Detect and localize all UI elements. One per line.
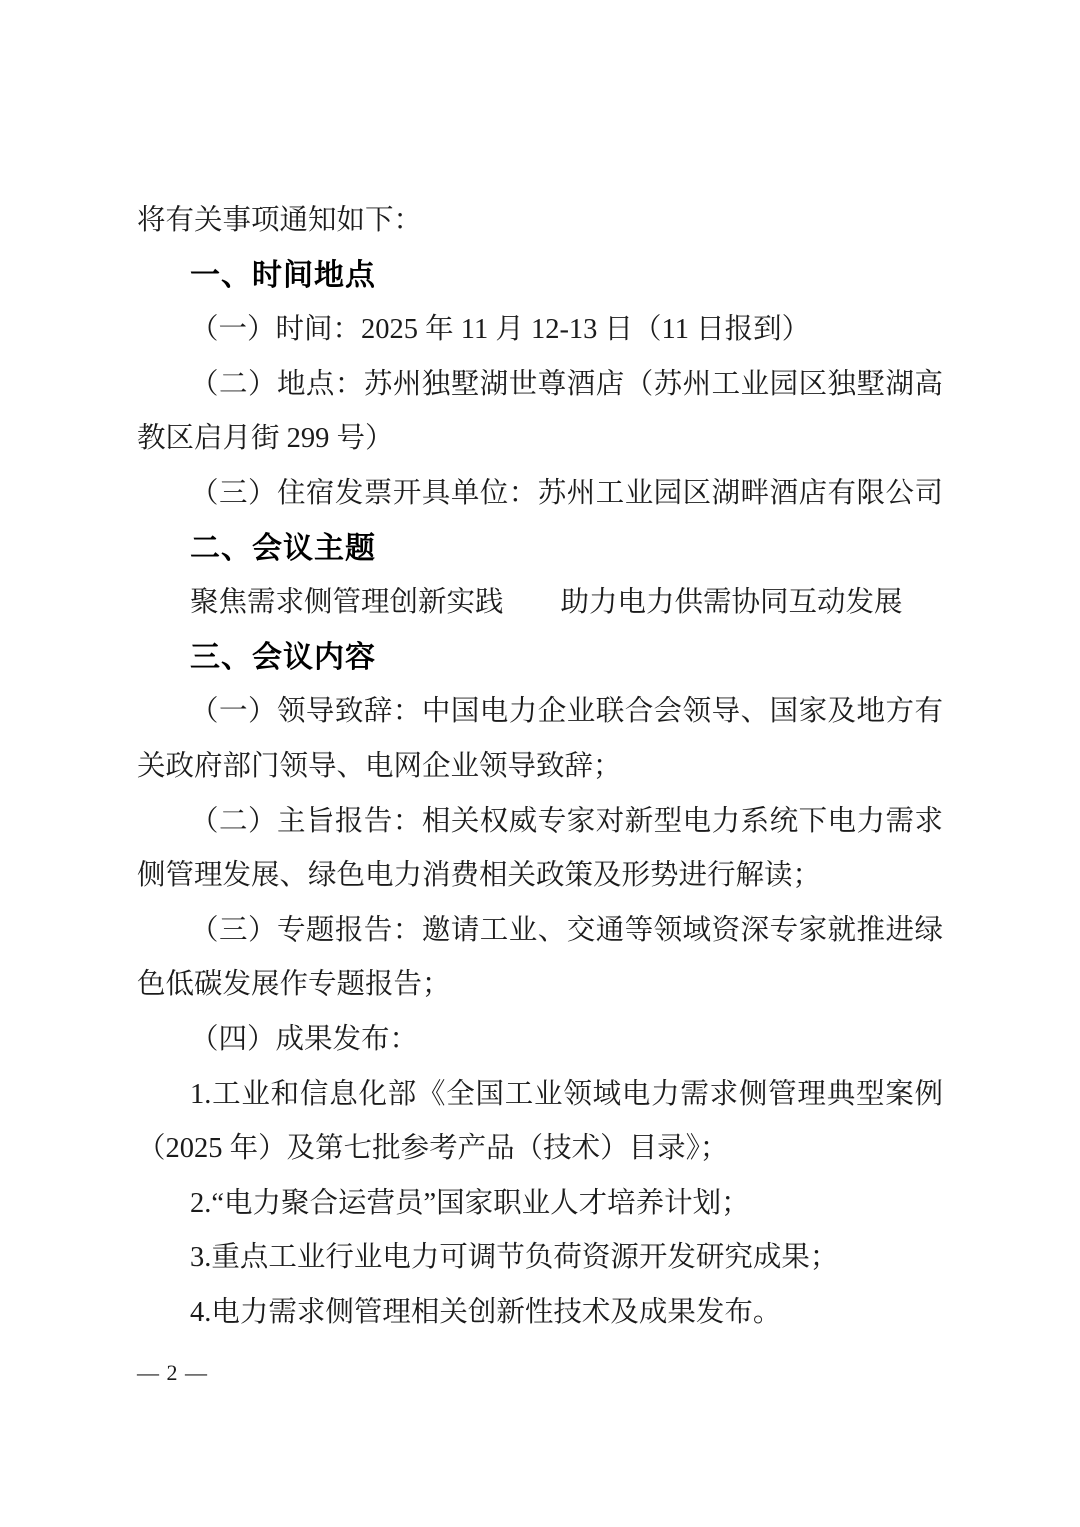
text-line: 3.重点工业行业电力可调节负荷资源开发研究成果；: [190, 1242, 839, 1274]
text-line: （2025 年）及第七批参考产品（技术）目录》；: [137, 1133, 729, 1165]
text-line: 将有关事项通知如下：: [137, 205, 423, 236]
section-heading: 二、会议主题: [190, 531, 376, 565]
text-line: 1.工业和信息化部《全国工业领域电力需求侧管理典型案例: [190, 1078, 943, 1110]
section-heading: 三、会议内容: [190, 640, 376, 674]
text-line: （四）成果发布：: [190, 1023, 419, 1055]
text-line: 聚焦需求侧管理创新实践 助力电力供需协同互动发展: [190, 587, 903, 619]
page-number: — 2 —: [137, 1360, 208, 1385]
text-line: （三）专题报告：邀请工业、交通等领域资深专家就推进绿: [190, 914, 943, 946]
text-line: 色低碳发展作专题报告；: [137, 969, 451, 1001]
text-line: （一）时间：2025 年 11 月 12-13 日（11 日报到）: [190, 314, 811, 346]
section-heading: 一、时间地点: [190, 258, 376, 292]
document-body: [137, 194, 943, 1340]
text-line: （一）领导致辞：中国电力企业联合会领导、国家及地方有: [190, 696, 943, 728]
text-line: （三）住宿发票开具单位：苏州工业园区湖畔酒店有限公司: [190, 477, 943, 509]
text-line: 4.电力需求侧管理相关创新性技术及成果发布。: [190, 1296, 782, 1328]
text-line: 关政府部门领导、电网企业领导致辞；: [137, 750, 622, 782]
text-line: 教区启月街 299 号）: [137, 423, 394, 455]
text-line: （二）地点：苏州独墅湖世尊酒店（苏州工业园区独墅湖高: [190, 368, 943, 400]
text-line: 2.“电力聚合运营员”国家职业人才培养计划；: [190, 1187, 750, 1219]
text-line: （二）主旨报告：相关权威专家对新型电力系统下电力需求: [190, 805, 943, 837]
text-line: 侧管理发展、绿色电力消费相关政策及形势进行解读；: [137, 860, 822, 892]
